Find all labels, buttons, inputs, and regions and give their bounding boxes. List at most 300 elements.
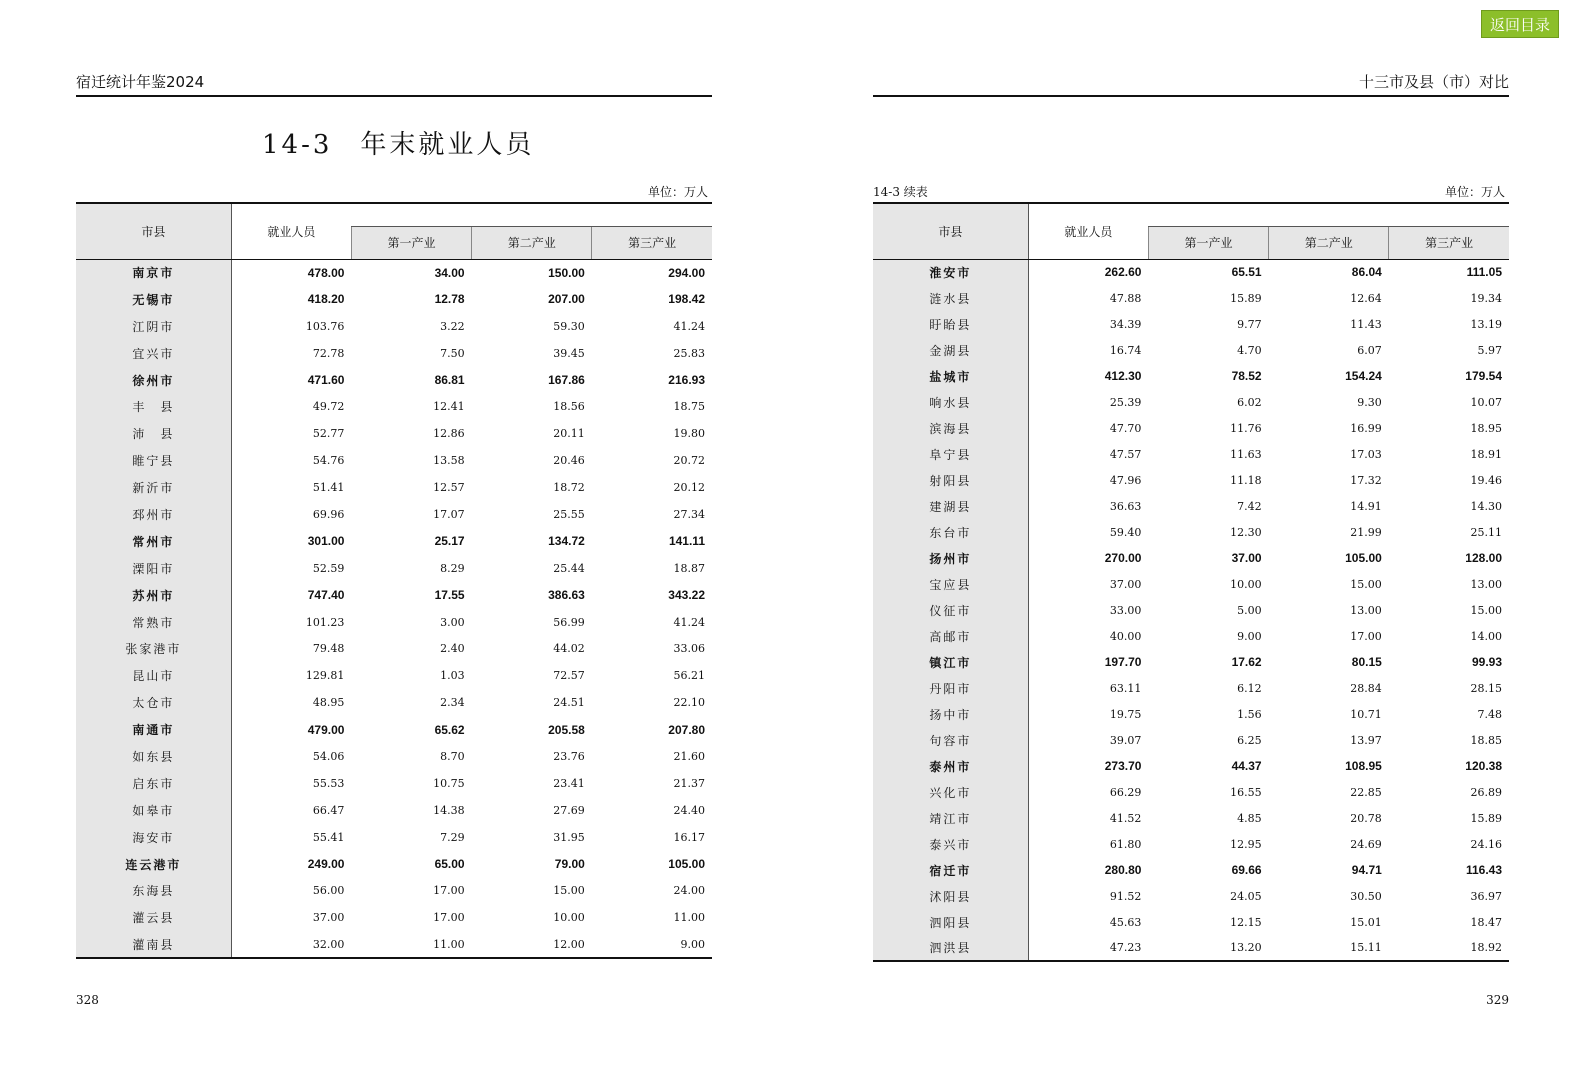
- table-row: [873, 441, 1509, 467]
- city-cell: 南通市: [76, 716, 231, 743]
- table-row: [873, 493, 1509, 519]
- city-cell: 仪征市: [873, 597, 1028, 623]
- primary-cell: 7.42: [1237, 499, 1262, 513]
- primary-cell: 5.00: [1237, 603, 1262, 617]
- city-cell: 滨海县: [873, 415, 1028, 441]
- continued-label: 14-3 续表: [873, 185, 928, 199]
- primary-cell: 13.20: [1230, 941, 1262, 954]
- city-cell: 宝应县: [873, 571, 1028, 597]
- total-cell: 39.07: [1109, 733, 1142, 747]
- column-header-secondary: 第二产业: [472, 226, 592, 259]
- right-page: [873, 0, 1509, 1077]
- secondary-cell: 10.00: [553, 911, 585, 925]
- page-number: 329: [1486, 993, 1509, 1007]
- secondary-cell: 94.71: [1351, 863, 1382, 877]
- secondary-cell: 44.02: [553, 642, 585, 656]
- city-cell: 高邮市: [873, 623, 1028, 649]
- primary-cell: 34.00: [434, 265, 465, 280]
- tertiary-cell: 28.15: [1470, 681, 1502, 695]
- total-cell: 479.00: [307, 722, 345, 737]
- tertiary-cell: 294.00: [668, 265, 705, 280]
- primary-cell: 9.77: [1237, 317, 1262, 331]
- total-cell: 34.39: [1109, 317, 1142, 331]
- city-cell: 镇江市: [873, 649, 1028, 675]
- primary-cell: 9.00: [1237, 629, 1262, 643]
- secondary-cell: 17.32: [1350, 473, 1382, 487]
- total-cell: 47.70: [1109, 421, 1142, 435]
- table-row: [76, 259, 712, 286]
- city-cell: 丰 县: [76, 393, 231, 420]
- running-head: [76, 75, 712, 97]
- primary-cell: 12.15: [1230, 915, 1262, 929]
- secondary-cell: 207.00: [548, 292, 585, 307]
- tertiary-cell: 10.07: [1470, 395, 1502, 409]
- table-row: [873, 285, 1509, 311]
- tertiary-cell: 207.80: [668, 722, 705, 737]
- total-cell: 45.63: [1109, 915, 1142, 929]
- total-cell: 41.52: [1109, 811, 1142, 825]
- table-row: [873, 571, 1509, 597]
- city-cell: 灌云县: [76, 904, 231, 931]
- city-cell: 丹阳市: [873, 675, 1028, 701]
- primary-cell: 10.00: [1230, 577, 1262, 591]
- secondary-cell: 56.99: [553, 615, 585, 629]
- city-cell: 射阳县: [873, 467, 1028, 493]
- city-cell: 启东市: [76, 770, 231, 797]
- total-cell: 16.74: [1109, 343, 1142, 357]
- table-row: [873, 519, 1509, 545]
- total-cell: 48.95: [312, 696, 345, 710]
- table-row: [76, 877, 712, 904]
- secondary-cell: 13.97: [1350, 733, 1382, 747]
- total-cell: 47.23: [1109, 941, 1142, 954]
- total-cell: 56.00: [312, 884, 345, 898]
- total-cell: 747.40: [307, 588, 345, 603]
- column-header-primary: 第一产业: [351, 226, 471, 259]
- primary-cell: 12.78: [434, 292, 465, 307]
- left-page: [76, 0, 712, 1077]
- total-cell: 301.00: [307, 534, 345, 549]
- table-row: [873, 311, 1509, 337]
- total-cell: 49.72: [312, 400, 345, 414]
- table-row: [873, 337, 1509, 363]
- total-cell: 47.88: [1109, 291, 1142, 305]
- table-row: [76, 340, 712, 367]
- primary-cell: 17.07: [433, 507, 465, 521]
- total-cell: 52.77: [312, 427, 345, 441]
- primary-cell: 11.00: [433, 937, 465, 951]
- primary-cell: 3.22: [440, 319, 465, 333]
- primary-cell: 17.00: [433, 911, 465, 925]
- tertiary-cell: 21.37: [673, 776, 705, 790]
- secondary-cell: 18.72: [553, 481, 585, 495]
- tertiary-cell: 7.48: [1477, 707, 1502, 721]
- table-row: [873, 623, 1509, 649]
- total-cell: 103.76: [305, 319, 345, 333]
- total-cell: 19.75: [1109, 707, 1142, 721]
- city-cell: 灌南县: [76, 931, 231, 958]
- table-body: [873, 259, 1509, 961]
- total-cell: 61.80: [1109, 837, 1142, 851]
- column-header-city: 市县: [76, 203, 231, 259]
- primary-cell: 69.66: [1231, 863, 1262, 877]
- city-cell: 太仓市: [76, 689, 231, 716]
- tertiary-cell: 19.34: [1470, 291, 1502, 305]
- total-cell: 418.20: [307, 292, 345, 307]
- table-row: [76, 313, 712, 340]
- tertiary-cell: 13.00: [1470, 577, 1502, 591]
- table-row: [873, 649, 1509, 675]
- table-row: [873, 363, 1509, 389]
- tertiary-cell: 18.95: [1470, 421, 1502, 435]
- secondary-cell: 27.69: [553, 803, 585, 817]
- running-head: [873, 75, 1509, 97]
- city-cell: 泰州市: [873, 753, 1028, 779]
- table-row: [873, 831, 1509, 857]
- primary-cell: 78.52: [1231, 369, 1262, 383]
- column-header-tertiary: 第三产业: [592, 226, 712, 259]
- city-cell: 建湖县: [873, 493, 1028, 519]
- primary-cell: 12.30: [1230, 525, 1262, 539]
- table-row: [76, 609, 712, 636]
- column-header-total: 就业人员: [231, 203, 351, 259]
- secondary-cell: 22.85: [1350, 785, 1382, 799]
- total-cell: 471.60: [307, 373, 345, 387]
- table-row: [873, 909, 1509, 935]
- city-cell: 如皋市: [76, 797, 231, 824]
- unit-label: 单位：万人: [647, 185, 708, 199]
- tertiary-cell: 27.34: [673, 507, 705, 521]
- total-cell: 66.29: [1109, 785, 1142, 799]
- tertiary-cell: 22.10: [673, 696, 705, 710]
- primary-cell: 2.40: [440, 642, 465, 656]
- total-cell: 273.70: [1104, 759, 1142, 773]
- secondary-cell: 31.95: [553, 830, 585, 844]
- city-cell: 东台市: [873, 519, 1028, 545]
- secondary-cell: 59.30: [553, 319, 585, 333]
- tertiary-cell: 21.60: [673, 749, 705, 763]
- table-row: [873, 883, 1509, 909]
- table-row: [873, 675, 1509, 701]
- total-cell: 55.41: [312, 830, 345, 844]
- city-cell: 苏州市: [76, 582, 231, 609]
- city-cell: 江阴市: [76, 313, 231, 340]
- secondary-cell: 21.99: [1350, 525, 1382, 539]
- table-row: [76, 635, 712, 662]
- city-cell: 宜兴市: [76, 340, 231, 367]
- city-cell: 泗阳县: [873, 909, 1028, 935]
- secondary-cell: 20.11: [553, 427, 585, 441]
- city-cell: 睢宁县: [76, 447, 231, 474]
- secondary-cell: 79.00: [554, 857, 585, 872]
- primary-cell: 17.55: [434, 588, 465, 603]
- tertiary-cell: 41.24: [673, 615, 705, 629]
- city-cell: 宿迁市: [873, 857, 1028, 883]
- primary-cell: 16.55: [1230, 785, 1262, 799]
- secondary-cell: 16.99: [1350, 421, 1382, 435]
- secondary-cell: 20.46: [553, 454, 585, 468]
- table-row: [873, 805, 1509, 831]
- city-cell: 靖江市: [873, 805, 1028, 831]
- primary-cell: 8.70: [440, 749, 465, 763]
- city-cell: 邳州市: [76, 501, 231, 528]
- table-row: [873, 415, 1509, 441]
- tertiary-cell: 24.16: [1470, 837, 1502, 851]
- primary-cell: 12.86: [433, 427, 465, 441]
- tertiary-cell: 24.00: [673, 884, 705, 898]
- primary-cell: 2.34: [440, 696, 465, 710]
- page-number: 328: [76, 993, 99, 1007]
- total-cell: 478.00: [307, 265, 345, 280]
- yearbook-title: 宿迁统计年鉴2024: [76, 73, 205, 91]
- secondary-cell: 23.76: [553, 749, 585, 763]
- city-cell: 盐城市: [873, 363, 1028, 389]
- tertiary-cell: 198.42: [668, 292, 705, 307]
- tertiary-cell: 41.24: [673, 319, 705, 333]
- primary-cell: 65.62: [434, 722, 465, 737]
- total-cell: 79.48: [312, 642, 345, 656]
- secondary-cell: 25.44: [553, 561, 585, 575]
- total-cell: 101.23: [305, 615, 345, 629]
- primary-cell: 7.50: [440, 346, 465, 360]
- city-cell: 句容市: [873, 727, 1028, 753]
- city-cell: 张家港市: [76, 635, 231, 662]
- city-cell: 金湖县: [873, 337, 1028, 363]
- tertiary-cell: 9.00: [680, 937, 705, 951]
- total-cell: 52.59: [312, 561, 345, 575]
- table-row: [76, 851, 712, 878]
- tertiary-cell: 20.72: [673, 454, 705, 468]
- city-cell: 盱眙县: [873, 311, 1028, 337]
- table-row: [76, 528, 712, 555]
- tertiary-cell: 141.11: [668, 534, 705, 549]
- city-cell: 常熟市: [76, 609, 231, 636]
- total-cell: 262.60: [1104, 265, 1142, 280]
- total-cell: 249.00: [307, 857, 345, 872]
- table-row: [76, 716, 712, 743]
- city-cell: 涟水县: [873, 285, 1028, 311]
- total-cell: 280.80: [1104, 863, 1142, 877]
- primary-cell: 65.00: [434, 857, 465, 872]
- tertiary-cell: 36.97: [1470, 889, 1502, 903]
- secondary-cell: 39.45: [553, 346, 585, 360]
- total-cell: 66.47: [312, 803, 345, 817]
- secondary-cell: 17.00: [1350, 629, 1382, 643]
- secondary-cell: 25.55: [553, 507, 585, 521]
- city-cell: 兴化市: [873, 779, 1028, 805]
- column-header-city: 市县: [873, 203, 1028, 259]
- table-row: [76, 931, 712, 958]
- primary-cell: 11.18: [1230, 473, 1262, 487]
- city-cell: 扬州市: [873, 545, 1028, 571]
- primary-cell: 11.63: [1230, 447, 1262, 461]
- table-row: [76, 393, 712, 420]
- total-cell: 25.39: [1109, 395, 1142, 409]
- table-row: [76, 689, 712, 716]
- total-cell: 63.11: [1109, 681, 1142, 695]
- city-cell: 沭阳县: [873, 883, 1028, 909]
- primary-cell: 14.38: [433, 803, 465, 817]
- table-row: [76, 743, 712, 770]
- city-cell: 响水县: [873, 389, 1028, 415]
- primary-cell: 24.05: [1230, 889, 1262, 903]
- table-row: [873, 389, 1509, 415]
- tertiary-cell: 15.89: [1470, 811, 1502, 825]
- primary-cell: 12.95: [1230, 837, 1262, 851]
- primary-cell: 8.29: [440, 561, 465, 575]
- city-cell: 如东县: [76, 743, 231, 770]
- primary-cell: 11.76: [1230, 421, 1262, 435]
- city-cell: 溧阳市: [76, 555, 231, 582]
- primary-cell: 10.75: [433, 776, 465, 790]
- city-cell: 扬中市: [873, 701, 1028, 727]
- secondary-cell: 28.84: [1350, 681, 1382, 695]
- table-row: [76, 824, 712, 851]
- column-header-tertiary: 第三产业: [1389, 226, 1509, 259]
- secondary-cell: 167.86: [548, 373, 585, 387]
- column-header-total: 就业人员: [1028, 203, 1148, 259]
- secondary-cell: 24.69: [1350, 837, 1382, 851]
- tertiary-cell: 11.00: [673, 911, 705, 925]
- tertiary-cell: 25.83: [673, 346, 705, 360]
- primary-cell: 17.00: [433, 884, 465, 898]
- city-cell: 沛 县: [76, 420, 231, 447]
- table-row: [873, 857, 1509, 883]
- table-row: [76, 770, 712, 797]
- tertiary-cell: 18.75: [673, 400, 705, 414]
- secondary-cell: 11.43: [1350, 317, 1382, 331]
- unit-label: 单位：万人: [1444, 185, 1505, 199]
- employment-table-right: [873, 202, 1509, 962]
- total-cell: 129.81: [305, 669, 345, 683]
- secondary-cell: 12.00: [553, 937, 585, 951]
- tertiary-cell: 18.91: [1470, 447, 1502, 461]
- tertiary-cell: 14.00: [1470, 629, 1502, 643]
- tertiary-cell: 128.00: [1465, 551, 1502, 565]
- table-row: [76, 555, 712, 582]
- primary-cell: 1.03: [440, 669, 465, 683]
- tertiary-cell: 179.54: [1465, 369, 1502, 383]
- table-row: [873, 753, 1509, 779]
- secondary-cell: 23.41: [553, 776, 585, 790]
- city-cell: 泰兴市: [873, 831, 1028, 857]
- secondary-cell: 9.30: [1357, 395, 1382, 409]
- total-cell: 37.00: [1109, 577, 1142, 591]
- city-cell: 淮安市: [873, 259, 1028, 285]
- primary-cell: 4.70: [1237, 343, 1262, 357]
- secondary-cell: 17.03: [1350, 447, 1382, 461]
- secondary-cell: 24.51: [553, 696, 585, 710]
- table-row: [76, 447, 712, 474]
- table-row: [873, 545, 1509, 571]
- secondary-cell: 15.00: [1350, 577, 1382, 591]
- total-cell: 270.00: [1104, 551, 1142, 565]
- primary-cell: 4.85: [1237, 811, 1262, 825]
- tertiary-cell: 33.06: [673, 642, 705, 656]
- total-cell: 47.96: [1109, 473, 1142, 487]
- tertiary-cell: 216.93: [668, 373, 705, 387]
- city-cell: 海安市: [76, 824, 231, 851]
- secondary-cell: 80.15: [1351, 655, 1382, 669]
- total-cell: 412.30: [1104, 369, 1142, 383]
- secondary-cell: 386.63: [548, 588, 585, 603]
- secondary-cell: 13.00: [1350, 603, 1382, 617]
- back-to-contents-button[interactable]: 返回目录: [1481, 10, 1559, 38]
- table-row: [76, 797, 712, 824]
- tertiary-cell: 56.21: [673, 669, 705, 683]
- total-cell: 36.63: [1109, 499, 1142, 513]
- tertiary-cell: 24.40: [673, 803, 705, 817]
- city-cell: 连云港市: [76, 851, 231, 878]
- secondary-cell: 15.01: [1350, 915, 1382, 929]
- table-row: [873, 701, 1509, 727]
- column-header-primary: 第一产业: [1148, 226, 1268, 259]
- total-cell: 37.00: [312, 911, 345, 925]
- secondary-cell: 108.95: [1345, 759, 1382, 773]
- section-title: 十三市及县（市）对比: [1358, 73, 1509, 91]
- tertiary-cell: 116.43: [1465, 863, 1502, 877]
- city-cell: 昆山市: [76, 662, 231, 689]
- secondary-cell: 154.24: [1345, 369, 1382, 383]
- secondary-cell: 72.57: [553, 669, 585, 683]
- table-title: [262, 124, 534, 161]
- secondary-cell: 205.58: [548, 722, 585, 737]
- primary-cell: 65.51: [1231, 265, 1262, 280]
- total-cell: 47.57: [1109, 447, 1142, 461]
- city-cell: 徐州市: [76, 367, 231, 394]
- secondary-cell: 14.91: [1350, 499, 1382, 513]
- secondary-cell: 10.71: [1350, 707, 1382, 721]
- tertiary-cell: 19.80: [673, 427, 705, 441]
- primary-cell: 37.00: [1231, 551, 1262, 565]
- total-cell: 33.00: [1109, 603, 1142, 617]
- total-cell: 72.78: [312, 346, 345, 360]
- city-cell: 南京市: [76, 259, 231, 286]
- city-cell: 常州市: [76, 528, 231, 555]
- secondary-cell: 105.00: [1345, 551, 1382, 565]
- secondary-cell: 18.56: [553, 400, 585, 414]
- total-cell: 51.41: [312, 481, 345, 495]
- column-header-secondary: 第二产业: [1269, 226, 1389, 259]
- tertiary-cell: 15.00: [1470, 603, 1502, 617]
- total-cell: 32.00: [312, 937, 345, 951]
- city-cell: 新沂市: [76, 474, 231, 501]
- table-body: [76, 259, 712, 958]
- table-row: [76, 582, 712, 609]
- table-row: [873, 935, 1509, 961]
- tertiary-cell: 19.46: [1470, 473, 1502, 487]
- secondary-cell: 15.11: [1350, 941, 1382, 954]
- table-row: [76, 662, 712, 689]
- secondary-cell: 15.00: [553, 884, 585, 898]
- table-row: [873, 467, 1509, 493]
- primary-cell: 44.37: [1231, 759, 1262, 773]
- primary-cell: 17.62: [1231, 655, 1262, 669]
- table-row: [76, 420, 712, 447]
- tertiary-cell: 99.93: [1471, 655, 1502, 669]
- table-row: [873, 597, 1509, 623]
- tertiary-cell: 26.89: [1470, 785, 1502, 799]
- secondary-cell: 20.78: [1350, 811, 1382, 825]
- primary-cell: 12.41: [433, 400, 465, 414]
- table-row: [76, 904, 712, 931]
- total-cell: 40.00: [1109, 629, 1142, 643]
- city-cell: 东海县: [76, 877, 231, 904]
- secondary-cell: 86.04: [1351, 265, 1382, 280]
- secondary-cell: 150.00: [548, 265, 585, 280]
- total-cell: 55.53: [312, 776, 345, 790]
- city-cell: 阜宁县: [873, 441, 1028, 467]
